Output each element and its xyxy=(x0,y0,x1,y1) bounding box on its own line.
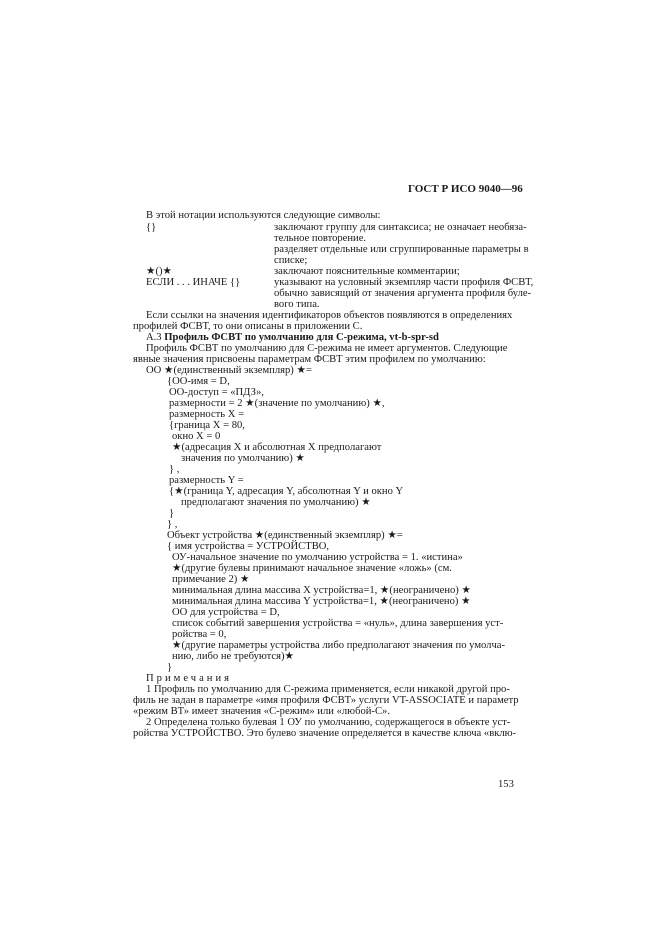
code-line: Объект устройства ★(единственный экземпляр) ★= xyxy=(167,530,403,541)
symbol-desc: вого типа. xyxy=(274,299,320,310)
code-line: } , xyxy=(167,519,178,530)
paragraph: профилей ФСВТ, то они описаны в приложении С. xyxy=(133,321,363,332)
code-line: список событий завершения устройства = «нуль», длина завершения уст- xyxy=(172,618,504,629)
code-line: значения по умолчанию) ★ xyxy=(181,453,305,464)
page-number: 153 xyxy=(498,779,514,790)
note: филь не задан в параметре «имя профиля ФСВТ» услуги VT-ASSOCIATE и параметр xyxy=(133,695,519,706)
code-line: ОО для устройства = D, xyxy=(172,607,280,618)
symbol-desc: списке; xyxy=(274,255,308,266)
note: «режим ВТ» имеет значения «С-режим» или «любой-С». xyxy=(133,706,390,717)
code-line: минимальная длина массива Y устройства=1, ★(неограничено) ★ xyxy=(172,596,471,607)
code-line: ОУ-начальное значение по умолчанию устройства = 1. «истина» xyxy=(172,552,463,563)
symbol-comment: ★()★ xyxy=(146,266,173,277)
symbol-desc: тельное повторение. xyxy=(274,233,367,244)
code-line: ОО-доступ = «ПДЗ», xyxy=(169,387,264,398)
symbol-desc: разделяет отдельные или сгруппированные параметры в xyxy=(274,244,529,255)
document-header: ГОСТ Р ИСО 9040—96 xyxy=(408,183,523,195)
code-line: примечание 2) ★ xyxy=(172,574,250,585)
symbol-desc: заключают группу для синтаксиса; не означает необяза- xyxy=(274,222,527,233)
note: 2 Определена только булевая 1 ОУ по умолчанию, содержащегося в объекте уст- xyxy=(146,717,511,728)
note: 1 Профиль по умолчанию для С-режима применяется, если никакой другой про- xyxy=(146,684,510,695)
code-line: {★(граница Y, адресация Y, абсолютная Y и окно Y xyxy=(169,486,404,497)
code-line: ОО ★(единственный экземпляр) ★= xyxy=(146,365,312,376)
section-title: Профиль ФСВТ по умолчанию для С-режима, vt-b-spr-sd xyxy=(164,332,439,343)
symbol-braces: {} xyxy=(146,222,157,233)
code-line: } , xyxy=(169,464,180,475)
code-line: ★(адресация X и абсолютная X предполагают xyxy=(172,442,382,453)
symbol-desc: заключают пояснительные комментарии; xyxy=(274,266,460,277)
paragraph: явные значения присвоены параметрам ФСВТ этим профилем по умолчанию: xyxy=(133,354,486,365)
section-number: А.3 xyxy=(146,332,162,343)
notes-title: Примечания xyxy=(146,673,232,684)
code-line: размерности = 2 ★(значение по умолчанию) ★, xyxy=(169,398,385,409)
code-line: нию, либо не требуются)★ xyxy=(172,651,295,662)
code-line: размерность X = xyxy=(169,409,245,420)
code-line: } xyxy=(167,662,173,673)
code-line: минимальная длина массива X устройства=1, ★(неограничено) ★ xyxy=(172,585,471,596)
code-line: предполагают значения по умолчанию) ★ xyxy=(181,497,371,508)
symbol-desc: указывают на условный экземпляр части профиля ФСВТ, xyxy=(274,277,534,288)
code-line: } xyxy=(169,508,175,519)
code-line: окно X = 0 xyxy=(172,431,221,442)
symbol-desc: обычно зависящий от значения аргумента профиля буле- xyxy=(274,288,532,299)
code-line: ройства = 0, xyxy=(172,629,227,640)
paragraph: Профиль ФСВТ по умолчанию для С-режима не имеет аргументов. Следующие xyxy=(146,343,508,354)
code-line: {граница X = 80, xyxy=(169,420,245,431)
code-line: {ОО-имя = D, xyxy=(167,376,230,387)
section-heading xyxy=(146,332,439,343)
note: ройства УСТРОЙСТВО. Это булево значение определяется в качестве ключа «вклю- xyxy=(133,728,517,739)
code-line: размерность Y = xyxy=(169,475,244,486)
code-line: ★(другие булевы принимают начальное значение «ложь» (см. xyxy=(172,563,452,574)
code-line: ★(другие параметры устройства либо предполагают значения по умолча- xyxy=(172,640,506,651)
symbol-if-else: ЕСЛИ . . . ИНАЧЕ {} xyxy=(146,277,241,288)
code-line: { имя устройства = УСТРОЙСТВО, xyxy=(167,541,330,552)
intro-text: В этой нотации используются следующие символы: xyxy=(146,210,381,221)
paragraph: Если ссылки на значения идентификаторов объектов появляются в определениях xyxy=(146,310,513,321)
